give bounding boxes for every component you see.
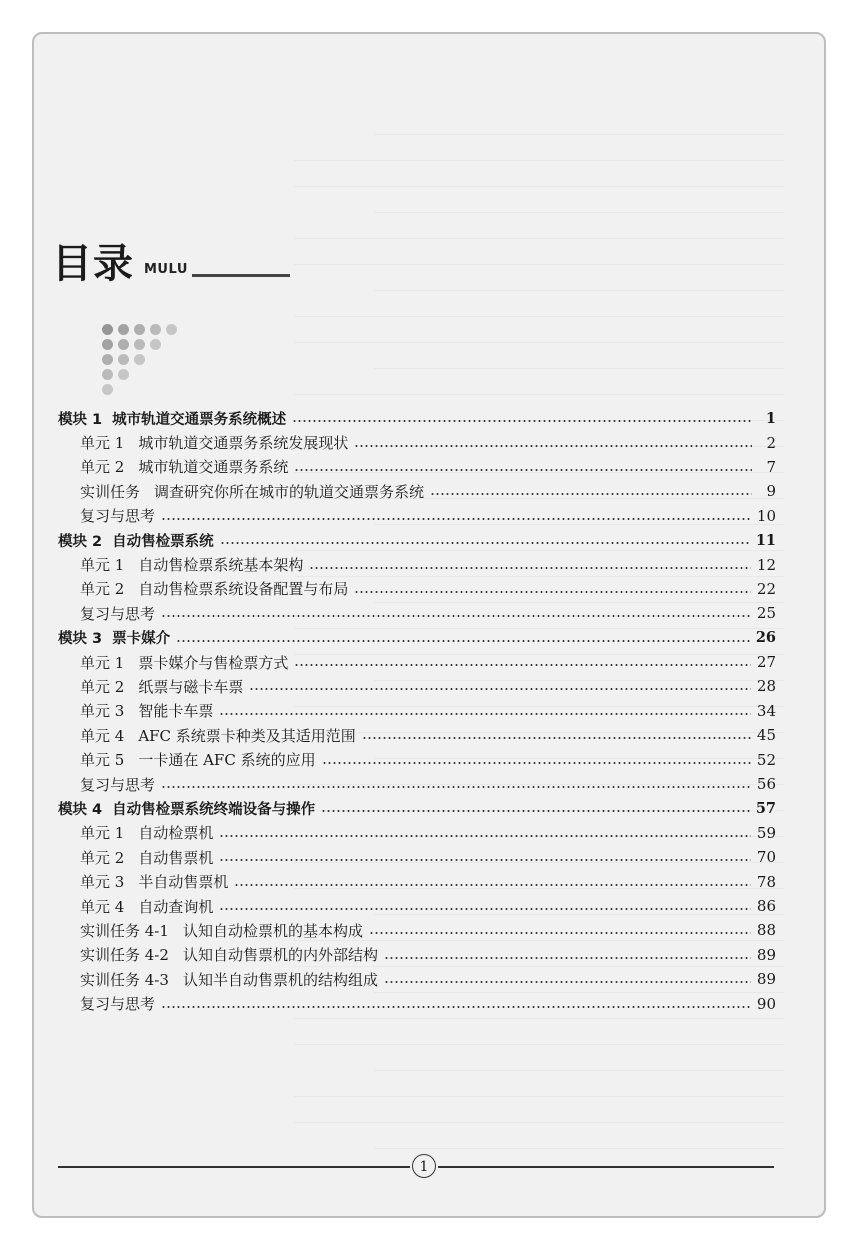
contents-heading — [52, 240, 312, 400]
toc-entry — [58, 650, 776, 674]
toc-entry — [58, 479, 776, 503]
show-through-line — [374, 368, 784, 369]
toc-entry-title: 认知自动售票机的内外部结构 — [182, 946, 378, 965]
decorative-dot — [134, 339, 145, 350]
page-footer — [58, 1152, 774, 1182]
toc-entry — [58, 577, 776, 601]
toc-entry-page: 78 — [756, 872, 776, 891]
show-through-line — [374, 134, 784, 135]
dot-leader — [384, 981, 751, 983]
toc-entry-title: 票卡媒介与售检票方式 — [138, 653, 289, 672]
toc-entry — [58, 699, 776, 723]
toc-entry-code: 单元 1 — [80, 556, 125, 575]
toc-entry — [58, 943, 776, 967]
toc-entry — [58, 845, 776, 869]
page-title-pinyin: MULU — [144, 262, 188, 277]
toc-entry-code: 复习与思考 — [80, 995, 156, 1014]
toc-entry-title: 自动售检票系统终端设备与操作 — [112, 801, 316, 818]
decorative-dot — [134, 324, 145, 335]
show-through-line — [294, 394, 784, 395]
dot-leader — [384, 957, 751, 959]
toc-entry-title: 城市轨道交通票务系统发展现状 — [138, 434, 349, 453]
show-through-line — [294, 342, 784, 343]
show-through-line — [374, 212, 784, 213]
show-through-line — [294, 160, 784, 161]
dot-leader — [369, 932, 751, 934]
show-through-line — [294, 1122, 784, 1123]
toc-entry-title: 自动检票机 — [138, 824, 214, 843]
dot-leader — [220, 542, 750, 544]
dot-leader — [354, 591, 751, 593]
toc-entry-page: 45 — [756, 726, 776, 745]
toc-entry-page: 2 — [766, 433, 776, 452]
decorative-dot — [166, 324, 177, 335]
toc-entry-page: 59 — [756, 823, 776, 842]
toc-entry-page: 9 — [766, 482, 776, 501]
toc-entry-page: 11 — [755, 531, 776, 549]
dot-leader — [219, 835, 751, 837]
toc-entry-page: 89 — [756, 945, 776, 964]
toc-entry — [58, 723, 776, 747]
decorative-dot — [102, 339, 113, 350]
decorative-dot — [102, 369, 113, 380]
show-through-line — [294, 1096, 784, 1097]
toc-entry-title: 半自动售票机 — [138, 873, 229, 892]
toc-entry-code: 单元 2 — [80, 677, 125, 696]
dot-leader — [161, 786, 751, 788]
toc-entry — [58, 674, 776, 698]
toc-entry-page: 86 — [756, 897, 776, 915]
toc-entry-code: 单元 4 — [80, 897, 125, 916]
show-through-line — [374, 1070, 784, 1071]
toc-entry-title: 调查研究你所在城市的轨道交通票务系统 — [154, 482, 425, 501]
toc-entry — [58, 967, 776, 991]
decorative-dot — [118, 369, 129, 380]
show-through-line — [294, 238, 784, 239]
footer-rule-right — [438, 1166, 774, 1168]
page-number: 1 — [412, 1154, 436, 1178]
toc-entry-title: 自动售检票系统 — [112, 533, 214, 550]
decorative-dot — [150, 339, 161, 350]
toc-entry-page: 25 — [756, 604, 776, 623]
decorative-dot — [118, 324, 129, 335]
toc-entry-title: 纸票与磁卡车票 — [138, 677, 244, 696]
toc-entry-code: 实训任务 4-3 — [80, 970, 169, 989]
toc-entry-page: 52 — [756, 750, 776, 769]
toc-entry-code: 实训任务 4-1 — [80, 921, 169, 940]
toc-entry-title: 自动售检票系统设备配置与布局 — [138, 580, 349, 599]
toc-entry-page: 1 — [765, 409, 776, 427]
toc-module-entry — [58, 406, 776, 430]
toc-entry-page: 70 — [756, 848, 776, 867]
toc-entry-code: 模块 2 — [58, 533, 103, 550]
footer-rule-left — [58, 1166, 410, 1168]
show-through-line — [294, 1018, 784, 1019]
dot-leader — [294, 664, 751, 666]
toc-module-entry — [58, 528, 776, 552]
toc-entry — [58, 772, 776, 796]
toc-entry-title: 认知半自动售票机的结构组成 — [182, 970, 378, 989]
toc-entry — [58, 869, 776, 893]
dot-leader — [161, 615, 751, 617]
toc-entry-title: 认知自动检票机的基本构成 — [182, 921, 363, 940]
dot-leader — [362, 737, 751, 739]
show-through-line — [294, 186, 784, 187]
toc-entry-code: 单元 1 — [80, 824, 125, 843]
table-of-contents — [58, 406, 776, 1016]
toc-entry-title: 自动售检票系统基本架构 — [138, 556, 304, 575]
dot-leader — [234, 884, 751, 886]
toc-entry-page: 57 — [755, 799, 776, 817]
toc-entry-code: 模块 3 — [58, 631, 103, 648]
toc-entry-page: 7 — [766, 457, 776, 476]
dot-leader — [219, 713, 751, 715]
decorative-dot — [102, 384, 113, 395]
toc-entry-code: 实训任务 4-2 — [80, 946, 169, 965]
toc-entry-page: 34 — [756, 701, 776, 720]
decorative-dot — [134, 354, 145, 365]
toc-entry — [58, 455, 776, 479]
toc-entry-page: 12 — [756, 555, 776, 574]
toc-entry — [58, 918, 776, 942]
toc-entry-code: 复习与思考 — [80, 507, 156, 526]
dot-leader — [249, 688, 751, 690]
toc-entry-page: 27 — [756, 653, 776, 672]
dot-leader — [292, 420, 752, 422]
dot-leader — [322, 762, 751, 764]
dot-leader — [161, 518, 751, 520]
toc-entry — [58, 504, 776, 528]
toc-entry-title: AFC 系统票卡种类及其适用范围 — [138, 726, 356, 745]
toc-entry-code: 单元 2 — [80, 848, 125, 867]
show-through-line — [294, 316, 784, 317]
decorative-dot — [102, 354, 113, 365]
toc-entry — [58, 821, 776, 845]
toc-entry — [58, 552, 776, 576]
dot-leader — [219, 859, 751, 861]
toc-entry-page: 56 — [756, 775, 776, 794]
toc-entry — [58, 894, 776, 918]
toc-entry-code: 复习与思考 — [80, 604, 156, 623]
toc-entry — [58, 991, 776, 1015]
toc-entry-code: 复习与思考 — [80, 775, 156, 794]
toc-entry-title: 自动售票机 — [138, 848, 214, 867]
show-through-line — [374, 290, 784, 291]
show-through-line — [374, 1148, 784, 1149]
toc-entry-page: 10 — [756, 506, 776, 525]
toc-entry — [58, 601, 776, 625]
toc-entry-title: 智能卡车票 — [138, 702, 214, 721]
dot-leader — [430, 493, 752, 495]
toc-entry-code: 模块 1 — [58, 411, 103, 428]
toc-entry — [58, 430, 776, 454]
toc-entry-page: 89 — [756, 970, 776, 989]
title-rule — [192, 274, 290, 277]
dot-leader — [321, 810, 750, 812]
decorative-dot — [118, 354, 129, 365]
toc-entry-code: 单元 4 — [80, 726, 125, 745]
toc-entry-code: 单元 3 — [80, 873, 125, 892]
dot-leader — [294, 469, 752, 471]
decorative-dot — [118, 339, 129, 350]
book-page — [32, 32, 826, 1218]
toc-entry-page: 90 — [756, 994, 776, 1013]
toc-entry-code: 单元 1 — [80, 653, 125, 672]
decorative-dot — [150, 324, 161, 335]
dot-leader — [219, 908, 751, 910]
toc-entry-title: 自动查询机 — [138, 897, 214, 916]
decorative-dot — [102, 324, 113, 335]
toc-entry — [58, 747, 776, 771]
toc-entry-page: 22 — [756, 579, 776, 598]
show-through-line — [294, 1044, 784, 1045]
toc-entry-title: 城市轨道交通票务系统概述 — [112, 411, 287, 428]
dot-leader — [176, 640, 750, 642]
show-through-line — [294, 264, 784, 265]
toc-entry-code: 单元 5 — [80, 751, 125, 770]
toc-module-entry — [58, 796, 776, 820]
dot-leader — [309, 567, 751, 569]
toc-entry-title: 票卡媒介 — [112, 631, 171, 648]
toc-entry-code: 实训任务 — [80, 482, 141, 501]
dot-leader — [161, 1006, 751, 1008]
page-title: 目录 — [52, 241, 134, 287]
toc-entry-code: 单元 2 — [80, 458, 125, 477]
toc-entry-title: 城市轨道交通票务系统 — [138, 458, 289, 477]
toc-entry-title: 一卡通在 AFC 系统的应用 — [138, 751, 316, 770]
toc-entry-code: 单元 1 — [80, 434, 125, 453]
toc-entry-code: 单元 3 — [80, 702, 125, 721]
toc-entry-page: 26 — [755, 629, 776, 647]
toc-entry-code: 模块 4 — [58, 801, 103, 818]
toc-entry-page: 28 — [756, 677, 776, 696]
dot-leader — [354, 445, 752, 447]
toc-entry-page: 88 — [756, 921, 776, 940]
toc-entry-code: 单元 2 — [80, 580, 125, 599]
toc-module-entry — [58, 626, 776, 650]
